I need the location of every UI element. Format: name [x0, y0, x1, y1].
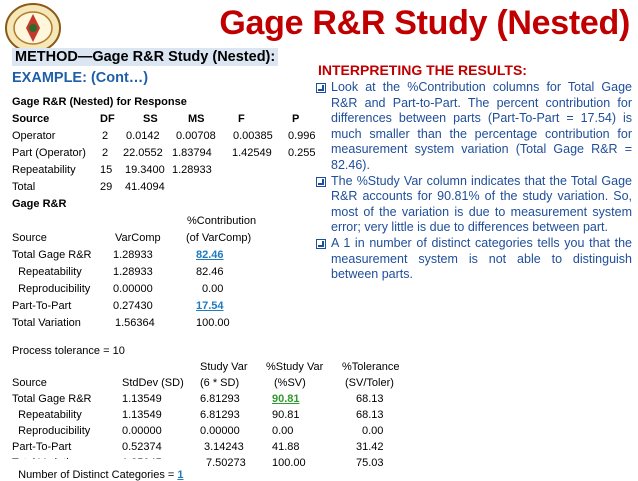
anova-cell: Repeatability [12, 164, 76, 176]
sv-cell: Reproducibility [12, 425, 91, 437]
varcomp-cell: 1.28933 [113, 249, 153, 261]
anova-cell: 1.28933 [172, 164, 212, 176]
sv-cell: 1.13549 [122, 393, 162, 405]
varcomp-cell: Repeatability [12, 266, 82, 278]
sv-header: (%SV) [274, 377, 306, 389]
anova-cell: 29 [100, 181, 113, 193]
sv-header: StdDev (SD) [122, 377, 184, 389]
anova-cell: 19.3400 [125, 164, 165, 176]
ndc-value: 1 [177, 469, 184, 481]
varcomp-cell: Part-To-Part [12, 300, 72, 312]
sv-cell: 68.13 [356, 393, 384, 405]
anova-heading: Gage R&R (Nested) for Response [12, 96, 187, 108]
sv-cell: 0.00 [362, 425, 384, 437]
sv-header: (SV/Toler) [345, 377, 394, 389]
anova-cell: Part (Operator) [12, 147, 86, 159]
varcomp-cell: Total Variation [12, 317, 81, 329]
interpret-title: INTERPRETING THE RESULTS: [318, 62, 527, 78]
sv-cell: 31.42 [356, 441, 384, 453]
anova-cell: Total [12, 181, 36, 193]
sv-cell: 100.00 [272, 457, 306, 469]
contrib-part-to-part: 17.54 [196, 300, 224, 312]
sv-cell: 1.13549 [122, 409, 162, 421]
sv-cell: 0.00 [272, 425, 294, 437]
varcomp-cell: 100.00 [196, 317, 230, 329]
university-seal-logo [4, 2, 62, 54]
sv-cell: 0.52374 [122, 441, 162, 453]
varcomp-cell: 0.00 [202, 283, 224, 295]
interpret-bullet-3: A 1 in number of distinct categories tells you that the measurement system is not able to distinguish between parts. [316, 236, 632, 283]
sv-header: (6 * SD) [200, 377, 240, 389]
sv-header: %Tolerance [342, 361, 400, 373]
sv-header: Source [12, 377, 47, 389]
sv-cell: Repeatability [12, 409, 82, 421]
example-label: EXAMPLE: (Cont…) [12, 70, 149, 86]
varcomp-cell: 0.00000 [113, 283, 153, 295]
anova-cell: 0.00385 [233, 130, 273, 142]
varcomp-cell: 1.56364 [115, 317, 155, 329]
sv-cell: 41.88 [272, 441, 300, 453]
anova-cell: 1.42549 [232, 147, 272, 159]
sv-cell: 75.03 [356, 457, 384, 469]
varcomp-cell: Total Gage R&R [12, 249, 92, 261]
anova-col-ms: MS [188, 113, 205, 125]
anova-cell: 15 [100, 164, 113, 176]
contrib-header-1: %Contribution [187, 215, 257, 227]
checkbox-bullet-icon [316, 239, 326, 249]
anova-cell: 2 [102, 130, 109, 142]
varcomp-cell: 82.46 [196, 266, 224, 278]
gagerr-heading: Gage R&R [12, 198, 67, 210]
anova-col-source: Source [12, 113, 50, 125]
sv-cell: 6.81293 [200, 409, 240, 421]
anova-cell: 0.00708 [176, 130, 216, 142]
anova-col-ss: SS [143, 113, 158, 125]
contrib-total-gagerr: 82.46 [196, 249, 224, 261]
ndc-line [12, 459, 184, 481]
anova-cell: 2 [102, 147, 109, 159]
varcomp-cell: 1.28933 [113, 266, 153, 278]
method-label: METHOD—Gage R&R Study (Nested): [12, 48, 278, 66]
sv-cell: 0.00000 [122, 425, 162, 437]
checkbox-bullet-icon [316, 83, 326, 93]
process-tolerance: Process tolerance = 10 [12, 345, 125, 357]
gagerr-col-varcomp: VarComp [115, 232, 161, 244]
sv-cell: 90.81 [272, 409, 300, 421]
anova-cell: 22.0552 [123, 147, 163, 159]
varcomp-cell: 0.27430 [113, 300, 153, 312]
sv-cell: Part-To-Part [12, 441, 72, 453]
anova-cell: 0.0142 [126, 130, 160, 142]
ndc-label: Number of Distinct Categories = [18, 469, 178, 481]
interpret-bullet-1: Look at the %Contribution columns for Total Gage R&R and Part-to-Part. The percent contribution for differences between parts (Part-To-Part = 17.54) is much smaller than the percentage contribution for measurement system variation (Total Gage R&R = 82.46). [316, 80, 632, 174]
sv-header: Study Var [200, 361, 248, 373]
sv-cell: 3.14243 [204, 441, 244, 453]
anova-cell: 0.255 [288, 147, 316, 159]
anova-cell: 1.83794 [172, 147, 212, 159]
varcomp-cell: Reproducibility [12, 283, 91, 295]
sv-cell: 68.13 [356, 409, 384, 421]
interpret-bullet-2: The %Study Var column indicates that the Total Gage R&R accounts for 90.81% of the study variation. So, most of the variation is due to measurement system error; very little is due to differences between part. [316, 174, 632, 236]
contrib-header-2: (of VarComp) [186, 232, 252, 244]
anova-col-f: F [238, 113, 245, 125]
sv-cell: Total Gage R&R [12, 393, 92, 405]
anova-cell: 41.4094 [125, 181, 165, 193]
page-title: Gage R&R Study (Nested) [219, 4, 630, 42]
sv-header: %Study Var [266, 361, 324, 373]
anova-col-df: DF [100, 113, 115, 125]
sv-cell: 6.81293 [200, 393, 240, 405]
anova-cell: Operator [12, 130, 56, 142]
anova-col-p: P [292, 113, 300, 125]
studyvar-total-gagerr: 90.81 [272, 393, 300, 405]
sv-cell: 0.00000 [200, 425, 240, 437]
interpret-bullets [316, 80, 632, 283]
gagerr-col-source: Source [12, 232, 47, 244]
anova-cell: 0.996 [288, 130, 316, 142]
checkbox-bullet-icon [316, 177, 326, 187]
sv-cell: 7.50273 [206, 457, 246, 469]
